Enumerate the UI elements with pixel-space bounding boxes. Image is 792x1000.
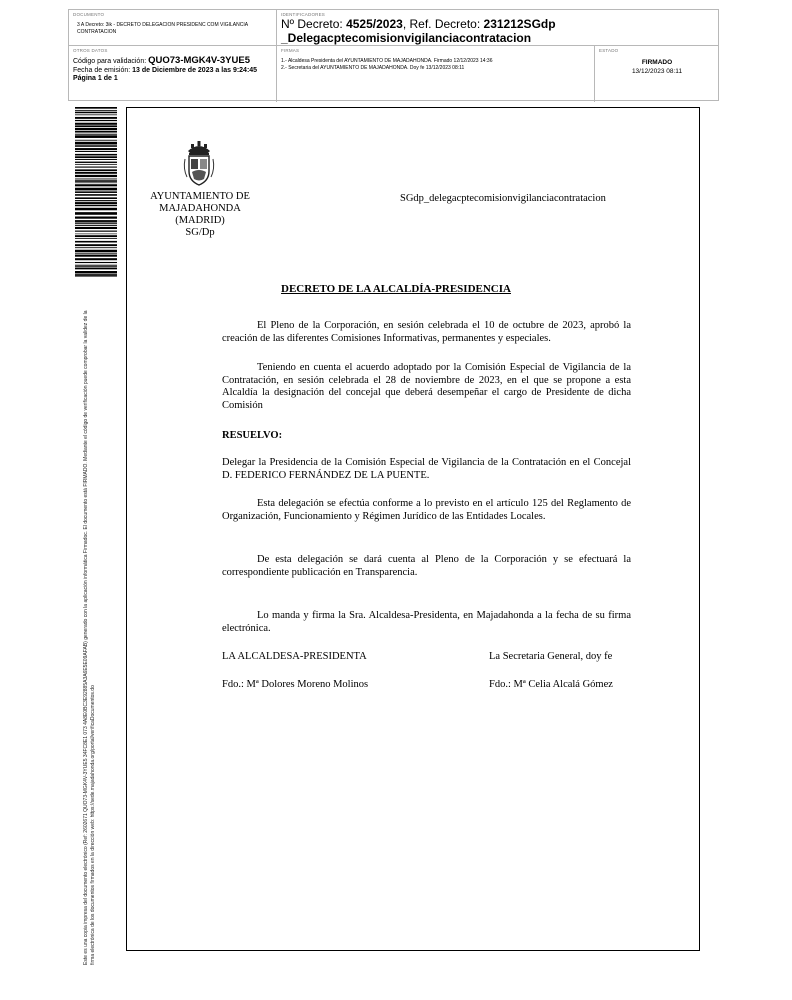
letterhead-line-2: MAJADAHONDA <box>159 203 241 214</box>
barcode-bar-27 <box>75 180 117 182</box>
barcode-bar-34 <box>75 200 117 201</box>
letterhead-line-1: AYUNTAMIENTO DE <box>150 191 250 202</box>
letterhead-line-4: SG/Dp <box>185 227 215 238</box>
otros-label: OTROS DATOS <box>73 48 108 53</box>
barcode-bar-55 <box>75 262 117 263</box>
paragraph-5: De esta delegación se dará cuenta al Pleno de la Corporación y se efectuará la correspondiente publicación en Transparencia. <box>222 554 631 578</box>
signature-entry-2: 2.- Secretaria del AYUNTAMIENTO DE MAJADAHONDA. Doy fe 13/12/2023 08:11 <box>281 65 465 71</box>
barcode-bar-19 <box>75 159 117 160</box>
validation-info <box>73 57 257 84</box>
paragraph-4: Esta delegación se efectúa conforme a lo previsto en el artículo 125 del Reglamento de Organización, Funcionamiento y Régimen Jurídico de las Entidades Locales. <box>222 498 631 522</box>
barcode-bar-57 <box>75 266 117 267</box>
resolution-heading: RESUELVO: <box>222 430 283 441</box>
status-badge: FIRMADO <box>641 59 673 66</box>
barcode-bar-59 <box>75 271 117 273</box>
barcode-bar-35 <box>75 202 117 204</box>
barcode-bar-30 <box>75 188 117 191</box>
verification-side-note: Este es una copia impresa del documento electrónico (Ref: 2602671 QUO73-MGK4V-3YUE5 34FC8E1 073 4A8E0BC3E92885A3A6E5E09AFAB) generado con la aplicación informática Firmadoc. El documento está FIRMADO. Mediante el código de verificación puede comprobar la validez de la firma electrónica de los documentos firmados en la dirección web: https://sede.majadahonda.org/portal/verificaDocumentos.do <box>83 310 96 965</box>
barcode-bar-45 <box>75 234 117 235</box>
identifiers-cell <box>277 10 719 46</box>
signature-right-name: Fdo.: Mª Celia Alcalá Gómez <box>489 679 613 690</box>
codigo-prefix: Código para validación: <box>73 58 149 65</box>
firmas-label: FIRMAS <box>281 48 300 53</box>
barcode-bar-50 <box>75 247 117 248</box>
barcode-bar-22 <box>75 167 117 168</box>
barcode-bar-56 <box>75 265 117 266</box>
barcode-bar-4 <box>75 117 117 119</box>
barcode-bar-5 <box>75 120 117 121</box>
barcode-bar-42 <box>75 225 117 226</box>
signature-left-name: Fdo.: Mª Dolores Moreno Molinos <box>222 679 369 690</box>
barcode-bar-49 <box>75 244 117 246</box>
barcode-bar-8 <box>75 128 117 130</box>
barcode-bar-40 <box>75 220 117 222</box>
barcode-bar-10 <box>75 134 117 135</box>
barcode-bar-44 <box>75 231 117 232</box>
barcode-bar-1 <box>75 110 117 111</box>
barcode-bar-60 <box>75 274 117 276</box>
document-reference: SGdp_delegacptecomisionvigilanciacontratacion <box>400 193 606 204</box>
ref-prefix: , Ref. Decreto: <box>402 17 484 31</box>
decree-identifier <box>281 17 556 45</box>
barcode-bar-39 <box>75 216 117 218</box>
validation-code: QUO73-MGK4V-3YUE5 <box>148 55 251 66</box>
estado-label: ESTADO <box>599 48 619 53</box>
signature-left-role: LA ALCALDESA-PRESIDENTA <box>222 651 367 662</box>
documento-label: DOCUMENTO <box>73 12 105 17</box>
barcode-bar-36 <box>75 205 117 206</box>
letterhead-line-3: (MADRID) <box>175 215 225 226</box>
barcode-bar-28 <box>75 182 117 183</box>
barcode-bar-53 <box>75 255 117 257</box>
decree-number: 4525/2023 <box>346 17 403 31</box>
letterhead <box>140 191 260 239</box>
barcode-bar-41 <box>75 222 117 223</box>
barcode-bar-25 <box>75 175 117 177</box>
status-cell <box>595 46 719 102</box>
barcode-bar-12 <box>75 140 117 141</box>
decree-prefix: Nº Decreto: <box>281 17 347 31</box>
emission-date: 13 de Diciembre de 2023 a las 9:24:45 <box>132 66 258 74</box>
signature-entry-1: 1.- Alcaldesa Presidenta del AYUNTAMIENTO DE MAJADAHONDA. Firmado 12/12/2023 14:36 <box>281 58 493 64</box>
fecha-prefix: Fecha de emisión: <box>73 66 133 74</box>
barcode-bar-61 <box>75 276 117 277</box>
barcode-bar-33 <box>75 197 117 199</box>
paragraph-6: Lo manda y firma la Sra. Alcaldesa-Presidenta, en Majadahonda a la fecha de su firma electrónica. <box>222 610 631 634</box>
barcode-bar-37 <box>75 208 117 210</box>
document-header <box>68 9 719 101</box>
status-date: 13/12/2023 08:11 <box>631 68 683 75</box>
signature-right-role: La Secretaria General, doy fe <box>489 651 613 662</box>
barcode-bar-14 <box>75 145 117 147</box>
signatures-cell <box>277 46 595 102</box>
ident-label: IDENTIFICADORES <box>281 12 326 17</box>
page-count: Página 1 de 1 <box>73 75 118 82</box>
barcode-bar-11 <box>75 135 117 138</box>
barcode-bar-6 <box>75 123 117 125</box>
document-cell <box>69 10 277 46</box>
barcode-bar-15 <box>75 148 117 150</box>
barcode-bar-2 <box>75 112 117 114</box>
barcode-bar-26 <box>75 179 117 180</box>
paragraph-3: Delegar la Presidencia de la Comisión Especial de Vigilancia de la Contratación en el Concejal D. FEDERICO FERNÁNDEZ DE LA PUENTE. <box>222 457 631 481</box>
barcode-bar-58 <box>75 268 117 270</box>
other-data-cell <box>69 46 277 102</box>
ref-code: 231212SGdp <box>483 17 556 31</box>
ref-code-continued: _Delegacptecomisionvigilanciacontratacion <box>281 31 532 45</box>
barcode-bar-24 <box>75 172 117 174</box>
barcode-bar-38 <box>75 212 117 215</box>
signature-list <box>281 58 492 72</box>
barcode-bar-31 <box>75 191 117 193</box>
barcode-bar-18 <box>75 156 117 158</box>
barcode-bar-23 <box>75 169 117 171</box>
barcode-bar-51 <box>75 250 117 253</box>
barcode-bar-20 <box>75 162 117 163</box>
coat-of-arms-icon <box>182 139 216 187</box>
barcode-bar-16 <box>75 151 117 152</box>
barcode-bar-47 <box>75 238 117 239</box>
barcode-bar-13 <box>75 142 117 145</box>
decree-title: DECRETO DE LA ALCALDÍA-PRESIDENCIA <box>281 283 511 295</box>
barcode-bar-9 <box>75 131 117 133</box>
documento-description: 3 A Decreto: 3ik - DECRETO DELEGACION PRESIDENC COM VIGILANCIA CONTRATACION <box>77 22 248 35</box>
barcode-bar-3 <box>75 114 117 115</box>
barcode-image <box>75 107 117 277</box>
barcode-bar-43 <box>75 227 117 229</box>
barcode-bar-52 <box>75 253 117 254</box>
barcode-bar-7 <box>75 125 117 127</box>
barcode-bar-0 <box>75 107 117 109</box>
barcode-bar-48 <box>75 241 117 243</box>
barcode-bar-46 <box>75 235 117 237</box>
barcode-bar-54 <box>75 258 117 260</box>
barcode-bar-32 <box>75 194 117 196</box>
paragraph-2: Teniendo en cuenta el acuerdo adoptado por la Comisión Especial de Vigilancia de la Contratación, en sesión celebrada el 28 de noviembre de 2023, en el que se propone a esta Alcaldía la designación del concejal que deberá desempeñar el cargo de Presidente de dicha Comisión <box>222 362 631 411</box>
barcode-bar-17 <box>75 154 117 156</box>
barcode-bar-29 <box>75 184 117 186</box>
paragraph-1: El Pleno de la Corporación, en sesión celebrada el 10 de octubre de 2023, aprobó la creación de las diferentes Comisiones Informativas, permanentes y especiales. <box>222 320 631 344</box>
page-title <box>0 279 792 297</box>
barcode-bar-21 <box>75 164 117 165</box>
